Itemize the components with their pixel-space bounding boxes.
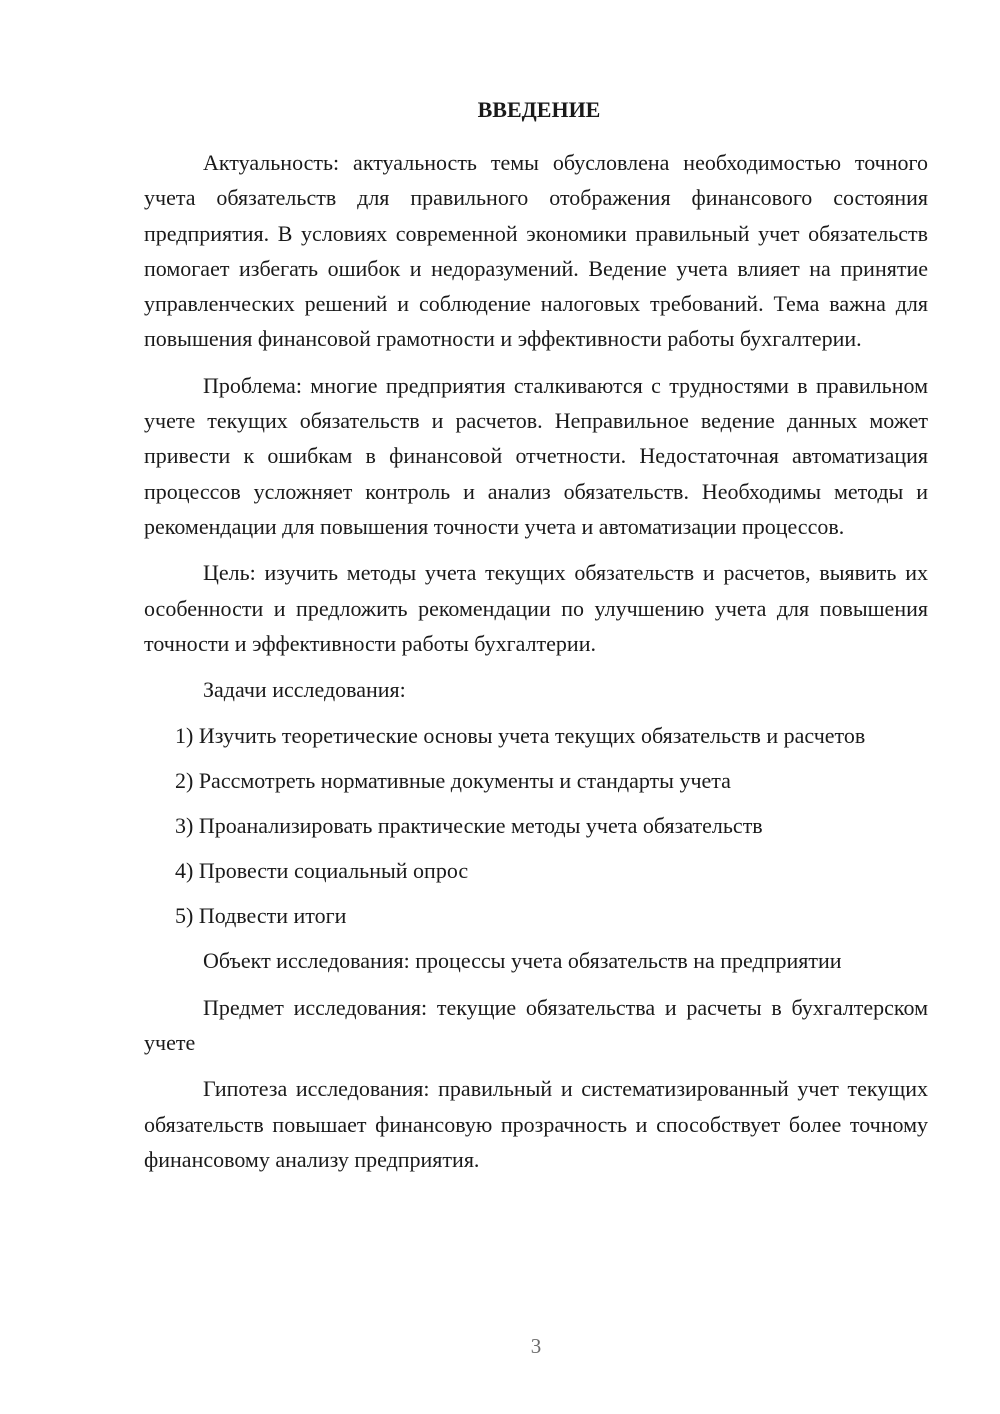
tasks-heading: Задачи исследования:	[203, 677, 406, 703]
paragraph-relevance: Актуальность: актуальность темы обусловлена необходимостью точного учета обязательств для правильного отображения финансового состояния предприятия. В условиях современной экономики правильный учет обязательств помогает избегать ошибок и недоразумений. Ведение учета влияет на принятие управленческих решений и соблюдение налоговых требований. Тема важна для повышения финансовой грамотности и эффективности работы бухгалтерии.	[144, 150, 928, 352]
paragraph-problem: Проблема: многие предприятия сталкиваются с трудностями в правильном учете текущих обязательств и расчетов. Неправильное ведение данных может привести к ошибкам в финансовой отчетности. Недостаточная автоматизация процессов усложняет контроль и анализ обязательств. Необходимы методы и рекомендации для повышения точности учета и автоматизации процессов.	[144, 372, 928, 539]
task-item-1: 1) Изучить теоретические основы учета текущих обязательств и расчетов	[175, 723, 866, 749]
document-page	[144, 92, 928, 1188]
paragraph-object: Объект исследования: процессы учета обязательств на предприятии	[203, 948, 842, 974]
tasks-list	[144, 718, 928, 933]
section-title: ВВЕДЕНИЕ	[477, 97, 601, 122]
paragraph-hypothesis: Гипотеза исследования: правильный и систематизированный учет текущих обязательств повышает финансовую прозрачность и способствует более точному финансовому анализу предприятия.	[144, 1076, 928, 1172]
task-item-4: 4) Провести социальный опрос	[175, 858, 469, 884]
paragraph-goal: Цель: изучить методы учета текущих обязательств и расчетов, выявить их особенности и предложить рекомендации по улучшению учета для повышения точности и эффективности работы бухгалтерии.	[144, 560, 928, 656]
paragraph-subject: Предмет исследования: текущие обязательства и расчеты в бухгалтерском учете	[144, 994, 928, 1056]
task-item-5: 5) Подвести итоги	[175, 903, 347, 929]
task-item-3: 3) Проанализировать практические методы учета обязательств	[175, 813, 763, 839]
page-number: 3	[530, 1334, 542, 1358]
task-item-2: 2) Рассмотреть нормативные документы и стандарты учета	[175, 768, 731, 794]
